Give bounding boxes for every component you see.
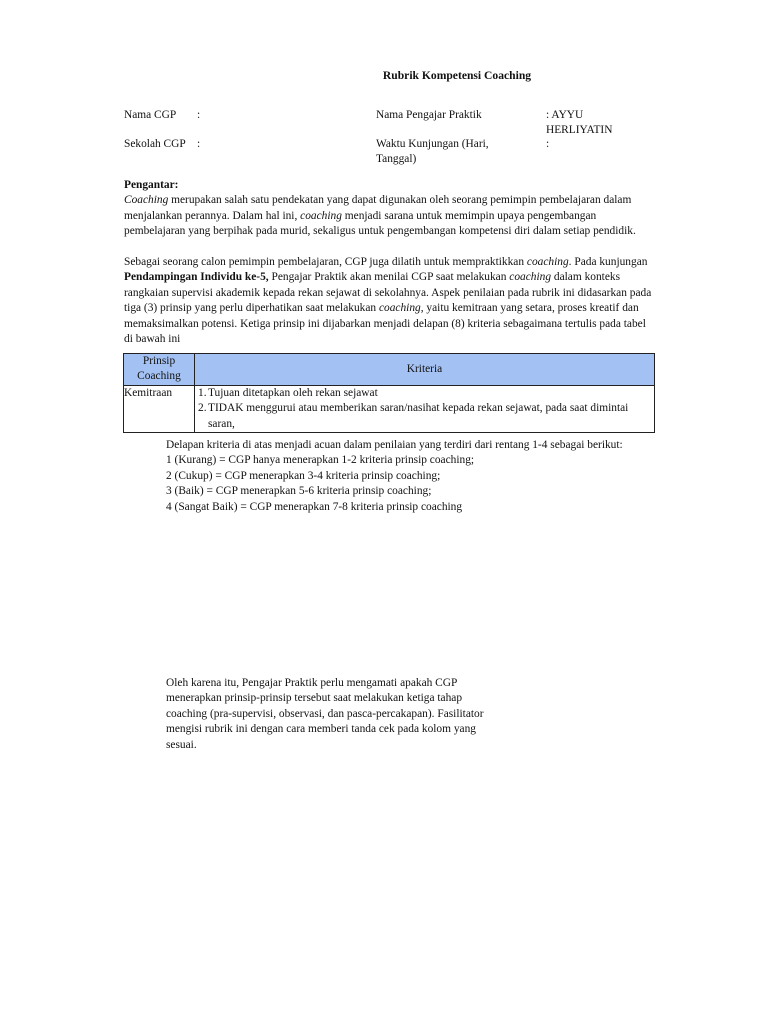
text-run: Pengajar Praktik akan menilai CGP saat melakukan xyxy=(268,271,510,284)
kriteria-list xyxy=(195,386,654,432)
bold-text: Pendampingan Individu ke-5, xyxy=(124,271,269,284)
pengantar-heading: Pengantar: xyxy=(124,179,179,191)
text-run: Sebagai seorang calon pemimpin pembelajaran, CGP juga dilatih untuk mempraktikkan xyxy=(124,256,527,269)
em-text: coaching xyxy=(509,271,552,284)
pengantar-section xyxy=(124,178,654,347)
scale-intro: Delapan kriteria di atas menjadi acuan dalam penilaian yang terdiri dari rentang 1-4 sebagai berikut: xyxy=(166,439,623,451)
em-text: coaching xyxy=(526,256,569,269)
text-run: dalam konteks rangkaian supervisi akademik kepada rekan sejawat di sekolahnya. Aspek penilaian pada rubrik ini didasarkan pada tiga (3) prinsip yang perlu diperhatikan saat melakukan xyxy=(124,271,652,315)
header-prinsip-coaching: Prinsip Coaching xyxy=(124,354,195,386)
scale-item: 2 (Cukup) = CGP menerapkan 3-4 kriteria prinsip coaching; xyxy=(166,469,441,482)
pengajar-praktik-label: Nama Pengajar Praktik xyxy=(376,109,482,121)
table-header-row xyxy=(124,354,655,386)
nama-cgp-label: Nama CGP xyxy=(124,109,177,121)
table-row xyxy=(124,385,655,432)
scale-item: 4 (Sangat Baik) = CGP menerapkan 7-8 kriteria prinsip coaching xyxy=(166,500,463,513)
em-text: coaching xyxy=(300,209,342,222)
kriteria-cell xyxy=(195,385,655,432)
pengajar-praktik-value: : AYYU HERLIYATIN xyxy=(546,109,613,137)
sekolah-cgp-colon: : xyxy=(197,138,201,150)
kriteria-text: Tujuan ditetapkan oleh rekan sejawat xyxy=(208,386,378,399)
waktu-kunjungan-colon: : xyxy=(546,138,550,150)
text-run: menjadi sarana untuk memimpin upaya pengembangan pembelajaran yang berpihak pada murid, sekaligus untuk pengembangan kompetensi diri dalam setiap pendidik. xyxy=(124,209,636,238)
pengantar-paragraph-1 xyxy=(124,193,654,239)
em-text: Coaching xyxy=(124,194,169,207)
kriteria-number: 1. xyxy=(198,386,207,399)
kriteria-item xyxy=(198,401,650,432)
text-run: merupakan salah satu pendekatan yang dapat digunakan oleh seorang pemimpin pembelajaran dalam menjalankan perannya. Dalam hal ini, xyxy=(124,194,632,222)
scale-item: 1 (Kurang) = CGP hanya menerapkan 1-2 kriteria prinsip coaching; xyxy=(166,454,475,467)
waktu-kunjungan-label: Waktu Kunjungan (Hari, Tanggal) xyxy=(376,138,489,166)
header-kriteria: Kriteria xyxy=(195,354,655,386)
em-text: coaching xyxy=(378,302,421,315)
scale-section xyxy=(166,438,656,515)
sekolah-cgp-label: Sekolah CGP xyxy=(124,138,186,150)
scale-item: 3 (Baik) = CGP menerapkan 5-6 kriteria prinsip coaching; xyxy=(166,485,432,498)
nama-cgp-colon: : xyxy=(197,109,201,121)
prinsip-cell: Kemitraan xyxy=(124,385,195,432)
closing-paragraph: Oleh karena itu, Pengajar Praktik perlu mengamati apakah CGP menerapkan prinsip-prinsip tersebut saat melakukan ketiga tahap coaching (pra-supervisi, observasi, dan pasca-percakapan). Fasilitator mengisi rubrik ini dengan cara memberi tanda cek pada kolom yang sesuai. xyxy=(166,677,484,751)
kriteria-number: 2. xyxy=(198,402,207,415)
kriteria-item xyxy=(198,386,650,401)
pengantar-paragraph-2 xyxy=(124,255,654,347)
rubric-table xyxy=(123,353,655,433)
text-run: . Pada kunjungan xyxy=(568,256,648,269)
kriteria-text: TIDAK menggurui atau memberikan saran/nasihat kepada rekan sejawat, pada saat dimintai saran, xyxy=(208,402,629,430)
document-title: Rubrik Kompetensi Coaching xyxy=(382,69,532,82)
text-run: , yaitu kemitraan yang setara, proses kreatif dan memaksimalkan potensi. Ketiga prinsip ini dijabarkan menjadi delapan (8) kriteria sebagaimana tertulis pada tabel di bawah ini xyxy=(124,302,646,346)
